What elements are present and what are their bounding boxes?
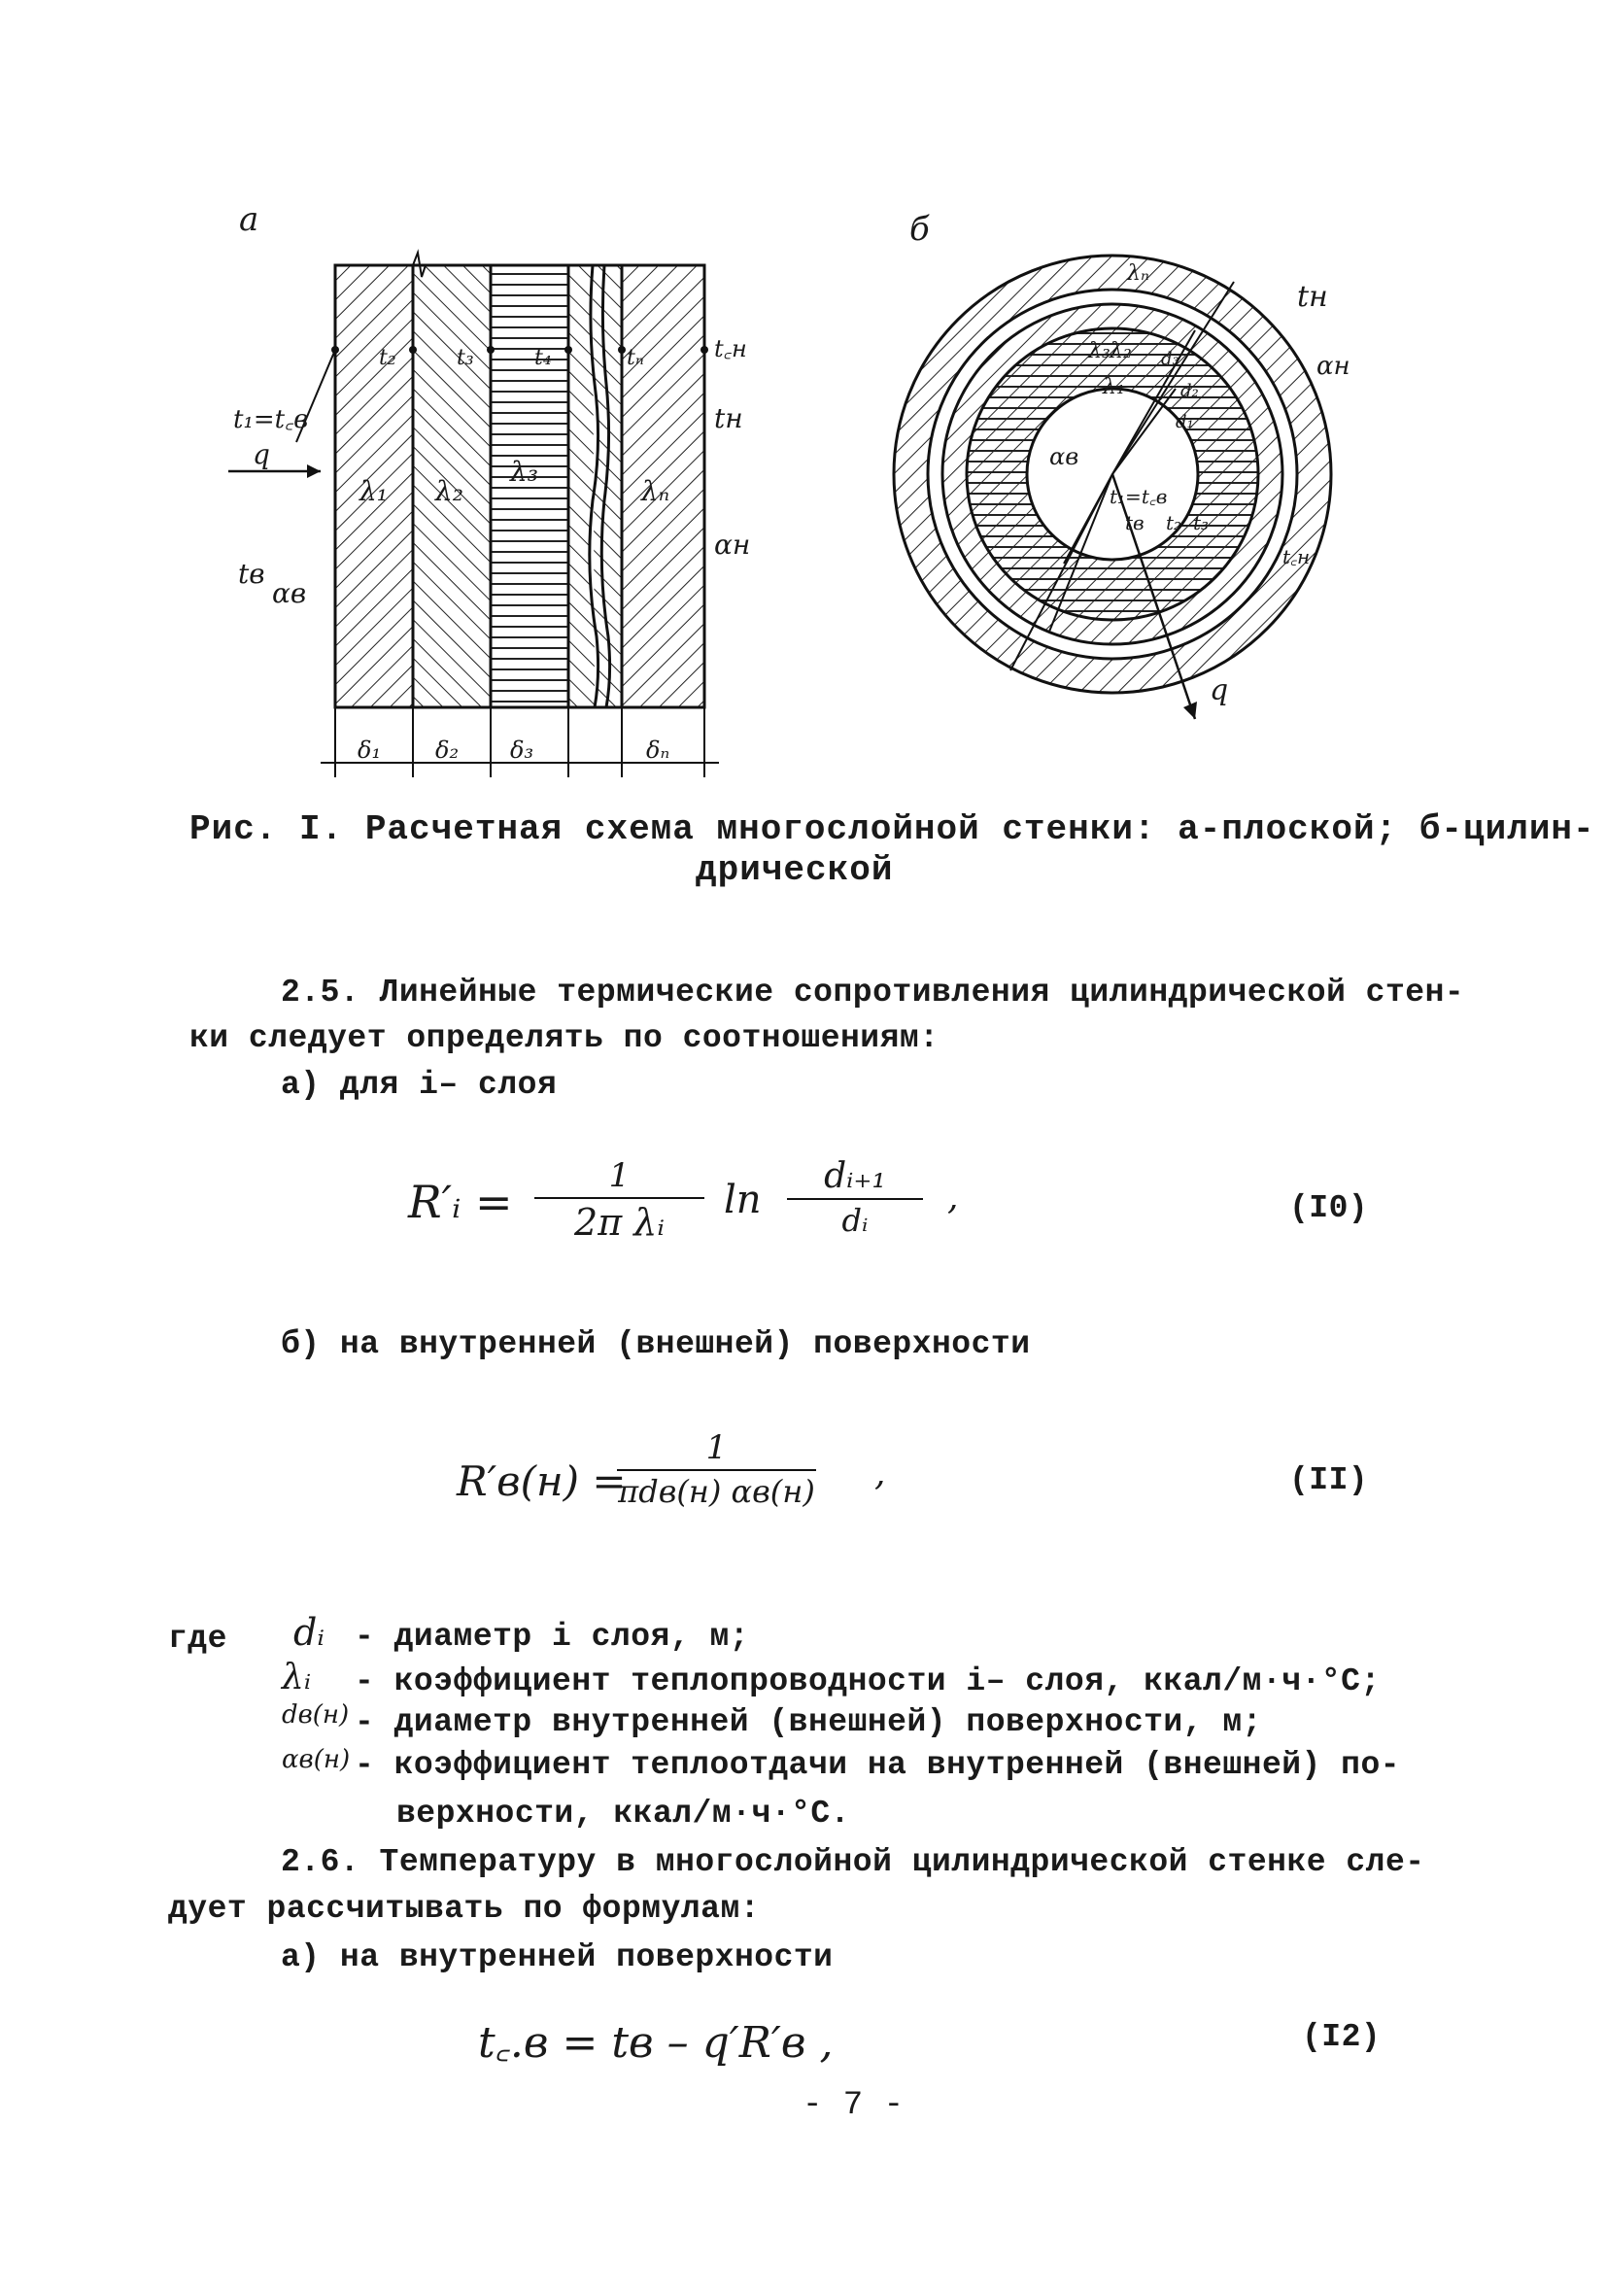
cyl-label-t3: t₃ bbox=[1193, 511, 1210, 534]
figure-caption: Рис. I. Расчетная схема многослойной стенки: а-плоской; б-цилин- bbox=[189, 809, 1595, 849]
eq11-number: (II) bbox=[1289, 1462, 1369, 1498]
flat-wall-diagram bbox=[214, 248, 797, 792]
figure-caption-cont: дрической bbox=[696, 850, 894, 890]
cyl-label-tcn: t꜀н bbox=[1282, 545, 1311, 568]
cyl-label-tn: tн bbox=[1297, 280, 1328, 314]
equation-10 bbox=[408, 1156, 991, 1263]
eq11-tail: , bbox=[874, 1454, 886, 1493]
label-lambda1: λ₁ bbox=[359, 475, 388, 507]
cyl-label-d3: d₃ bbox=[1161, 349, 1179, 369]
label-deltan: δₙ bbox=[646, 737, 670, 764]
label-tn: tₙ bbox=[627, 346, 644, 370]
eq10-number: (I0) bbox=[1289, 1190, 1369, 1226]
legend-sym: dв(н) bbox=[282, 1700, 350, 1730]
cyl-label-t1: t₁=t꜀в bbox=[1110, 485, 1168, 508]
label-t4: t₄ bbox=[534, 346, 552, 370]
cyl-label-lambda2: λ₂ bbox=[1110, 339, 1132, 363]
label-t3: t₃ bbox=[457, 346, 474, 370]
label-tv: tв bbox=[238, 558, 265, 590]
legend-text: - диаметр внутренней (внешней) поверхности, м; bbox=[355, 1704, 1262, 1740]
legend-where: где bbox=[168, 1621, 227, 1657]
figure-panel-b-label: б bbox=[909, 210, 930, 249]
section-2-5-line1: 2.5. Линейные термические сопротивления цилиндрической стен- bbox=[281, 975, 1465, 1011]
legend-text: - коэффициент теплопроводности i– слоя, ккал/м·ч·°С; bbox=[355, 1663, 1381, 1699]
legend-sym: αв(н) bbox=[282, 1745, 351, 1774]
section-2-5-line2: ки следует определять по соотношениям: bbox=[189, 1020, 940, 1056]
cyl-label-d1: d₁ bbox=[1176, 412, 1194, 432]
eq11-lhs: R′в(н) = bbox=[457, 1457, 627, 1505]
eq10-tail: , bbox=[947, 1178, 959, 1217]
cyl-label-t2: t₂ bbox=[1166, 511, 1182, 534]
section-2-5-item-b: б) на внутренней (внешней) поверхности bbox=[281, 1326, 1031, 1362]
eq10-den: 2π λᵢ bbox=[574, 1201, 665, 1244]
legend-sym: λᵢ bbox=[282, 1658, 312, 1697]
eq11-num: 1 bbox=[705, 1428, 728, 1467]
cyl-label-alphan: αн bbox=[1316, 352, 1350, 381]
legend-continuation: верхности, ккал/м·ч·°С. bbox=[396, 1796, 850, 1832]
label-lambda2: λ₂ bbox=[435, 475, 463, 507]
label-delta1: δ₁ bbox=[358, 737, 382, 764]
legend-text: - коэффициент теплоотдачи на внутренней (внешней) по- bbox=[355, 1747, 1401, 1783]
cyl-label-d2: d₂ bbox=[1180, 381, 1199, 401]
label-tn-out: tн bbox=[714, 402, 743, 434]
legend-text: - диаметр i слоя, м; bbox=[355, 1619, 750, 1655]
equation-12: t꜀.в = tв – q′R′в , bbox=[478, 2018, 834, 2068]
cyl-label-lambda3: λ₃ bbox=[1088, 339, 1111, 363]
label-delta2: δ₂ bbox=[435, 737, 460, 764]
section-2-5-item-a: а) для i– слоя bbox=[281, 1067, 558, 1103]
eq12-number: (I2) bbox=[1302, 2019, 1382, 2055]
eq10-frac-num: dᵢ₊₁ bbox=[824, 1156, 886, 1196]
label-q: q bbox=[253, 438, 270, 470]
label-lambda3: λ₃ bbox=[510, 456, 538, 488]
cyl-label-q: q bbox=[1210, 673, 1229, 707]
equation-11 bbox=[457, 1428, 923, 1535]
label-t1: t₁=t꜀в bbox=[233, 405, 309, 434]
label-lambdan: λₙ bbox=[641, 475, 670, 507]
section-2-6-line1: 2.6. Температуру в многослойной цилиндрической стенке сле- bbox=[281, 1844, 1425, 1880]
page-number: - 7 - bbox=[803, 2087, 905, 2124]
cyl-label-tv: tв bbox=[1125, 511, 1145, 534]
label-tcn: t꜀н bbox=[714, 335, 747, 362]
label-alphan: αн bbox=[714, 529, 751, 561]
section-2-6-line2: дует рассчитывать по формулам: bbox=[168, 1891, 761, 1927]
eq10-num: 1 bbox=[608, 1156, 631, 1195]
label-alphav: αв bbox=[272, 577, 307, 609]
cyl-label-lambdan: λₙ bbox=[1127, 261, 1149, 286]
cyl-label-alphav: αв bbox=[1049, 443, 1079, 470]
eq11-den: πdв(н) αв(н) bbox=[618, 1473, 815, 1510]
eq10-ln: ln bbox=[724, 1178, 762, 1222]
label-t2: t₂ bbox=[379, 346, 396, 370]
cyl-label-lambda1: λ₁ bbox=[1103, 375, 1125, 399]
eq10-lhs: R′ᵢ = bbox=[408, 1176, 513, 1228]
label-delta3: δ₃ bbox=[510, 737, 534, 764]
section-2-6-item-a: а) на внутренней поверхности bbox=[281, 1939, 834, 1975]
cylindrical-wall-diagram bbox=[855, 243, 1457, 758]
eq10-frac-den: dᵢ bbox=[841, 1202, 869, 1239]
figure-panel-a-label: а bbox=[239, 200, 259, 239]
legend-sym: dᵢ bbox=[293, 1611, 325, 1654]
